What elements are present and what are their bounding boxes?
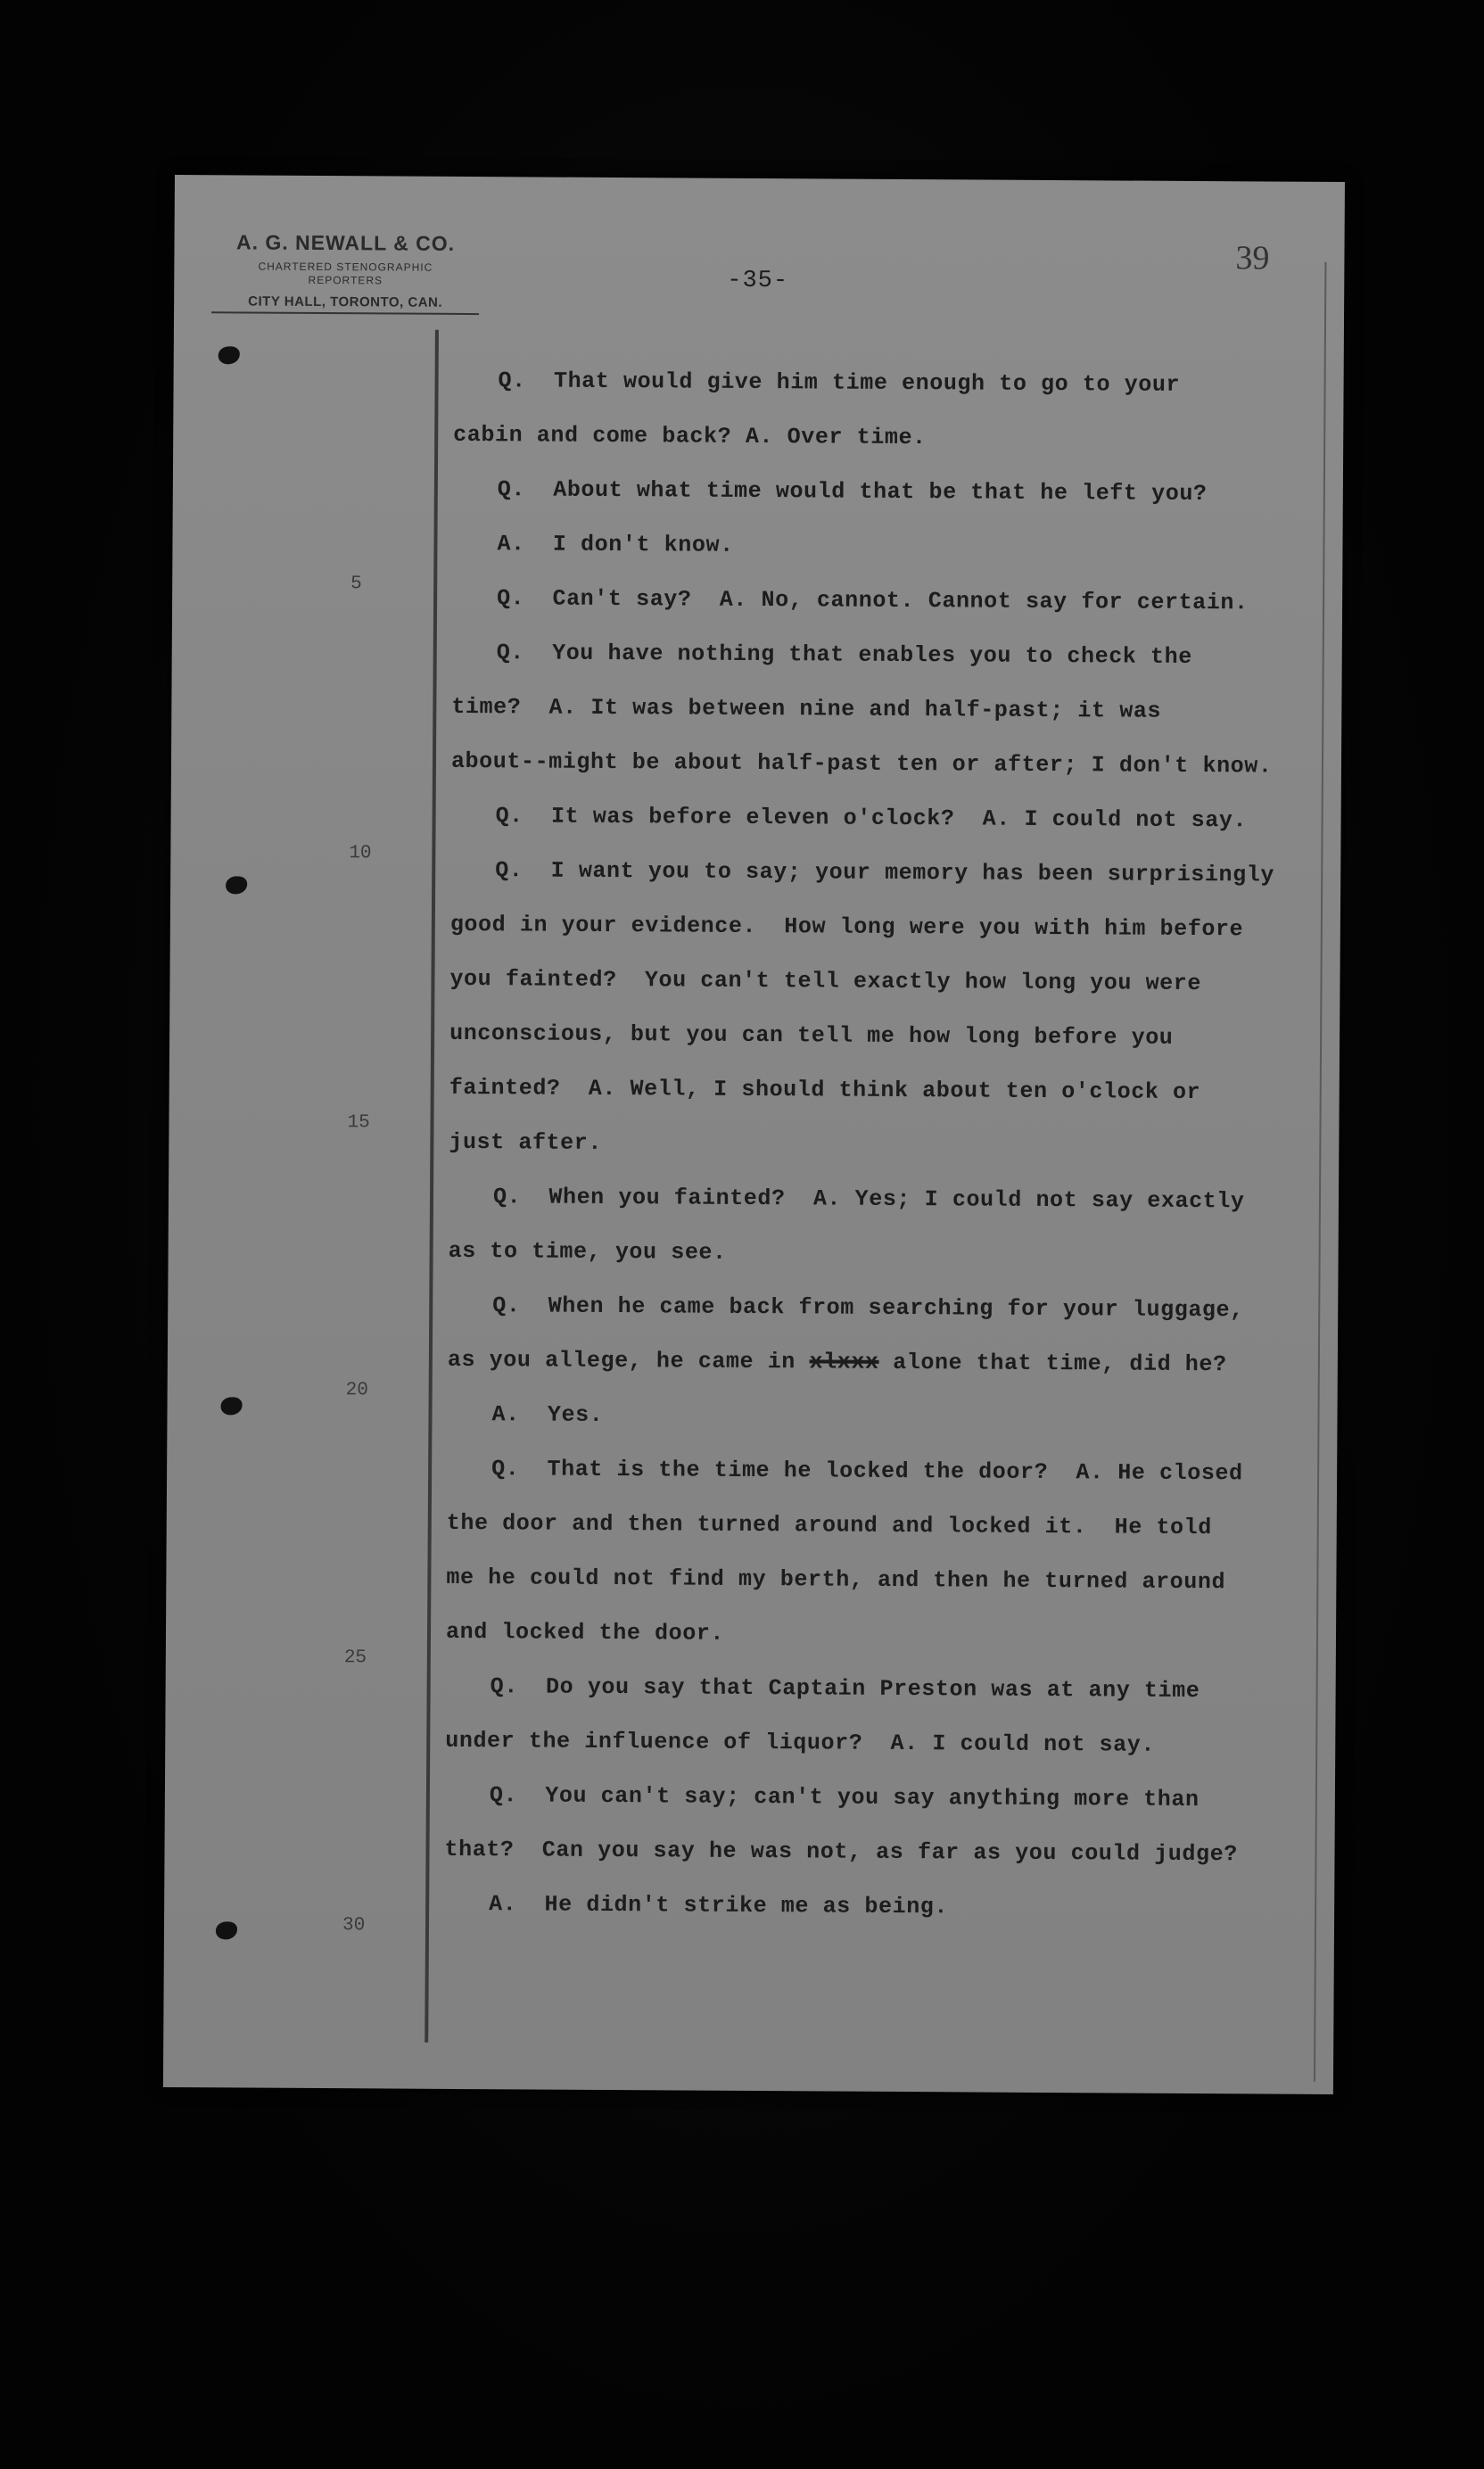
margin-rule	[425, 330, 439, 2043]
letterhead-subtitle-line-1: CHARTERED STENOGRAPHIC	[258, 260, 433, 274]
transcript-line-start: as you allege, he came in	[447, 1346, 796, 1375]
transcript-line: Q. When he came back from searching for your luggage,	[492, 1292, 1244, 1324]
transcript-line: Q. It was before eleven o'clock? A. I could not say.	[495, 803, 1248, 834]
transcript-line: time? A. It was between nine and half-past; it was	[451, 693, 1162, 724]
line-number-25: 25	[343, 1647, 367, 1669]
transcript-line: about--might be about half-past ten or after; I don't know.	[450, 747, 1273, 780]
transcript-line: and locked the door.	[445, 1618, 725, 1647]
transcript-line: Q. Can't say? A. No, cannot. Cannot say for certain.	[497, 585, 1249, 616]
line-number-20: 20	[345, 1380, 368, 1401]
transcript-line: good in your evidence. How long were you with him before	[449, 911, 1244, 943]
page-number: -35-	[727, 267, 789, 295]
line-number-30: 30	[342, 1915, 366, 1936]
letterhead-subtitle	[211, 260, 479, 288]
transcript-line: you fainted? You can't tell exactly how long you were	[449, 965, 1202, 997]
transcript-line: Q. I want you to say; your memory has been surprisingly	[495, 857, 1275, 888]
transcript-line: Q. That would give him time enough to go to your	[498, 367, 1181, 398]
letterhead-firm: A. G. NEWALL & CO.	[235, 230, 456, 255]
transcript-line: A. He didn't strike me as being.	[489, 1891, 949, 1920]
letterhead-subtitle-line-2: REPORTERS	[308, 273, 383, 287]
transcript-line: just after.	[449, 1128, 603, 1156]
folio-number: 39	[1235, 239, 1270, 277]
transcript-line: Q. When you fainted? A. Yes; I could not say exactly	[492, 1184, 1245, 1215]
right-margin-rule	[1314, 262, 1326, 2082]
transcript-line: Q. That is the time he locked the door? A. He closed	[491, 1456, 1243, 1487]
transcript-line: unconscious, but you can tell me how long before you	[449, 1020, 1174, 1051]
transcript-line	[448, 1347, 1227, 1377]
transcript-line: cabin and come back? A. Over time.	[453, 421, 927, 451]
transcript-line: fainted? A. Well, I should think about ten o'clock or	[449, 1074, 1201, 1106]
transcript-line: A. Yes.	[491, 1401, 604, 1428]
transcript-line: Q. You can't say; can't you say anything more than	[489, 1782, 1200, 1813]
transcript-line: Q. Do you say that Captain Preston was at any time	[490, 1673, 1200, 1705]
punch-hole	[218, 346, 240, 364]
transcript-line: Q. About what time would that be that he left you?	[497, 476, 1208, 508]
punch-hole	[221, 1397, 243, 1415]
letterhead	[211, 230, 480, 315]
line-number-5: 5	[350, 574, 362, 595]
line-number-10: 10	[349, 843, 372, 864]
transcript-page	[163, 175, 1345, 2094]
transcript-line: as to time, you see.	[448, 1237, 727, 1266]
transcript-line: me he could not find my berth, and then he turned around	[446, 1564, 1226, 1596]
transcript-line: A. I don't know.	[497, 531, 734, 558]
letterhead-address: CITY HALL, TORONTO, CAN.	[211, 293, 479, 315]
transcript-line: that? Can you say he was not, as far as you could judge?	[444, 1836, 1238, 1868]
transcript-line: the door and then turned around and locked it. He told	[446, 1509, 1212, 1541]
transcript-line: under the influence of liquor? A. I could not say.	[445, 1727, 1156, 1758]
struck-out-word: xlxxx	[809, 1349, 879, 1375]
transcript-line-end: alone that time, did he?	[893, 1349, 1227, 1378]
transcript-line: Q. You have nothing that enables you to check the	[496, 640, 1192, 670]
punch-hole	[216, 1921, 237, 1939]
punch-hole	[226, 876, 247, 894]
line-number-15: 15	[347, 1112, 370, 1134]
